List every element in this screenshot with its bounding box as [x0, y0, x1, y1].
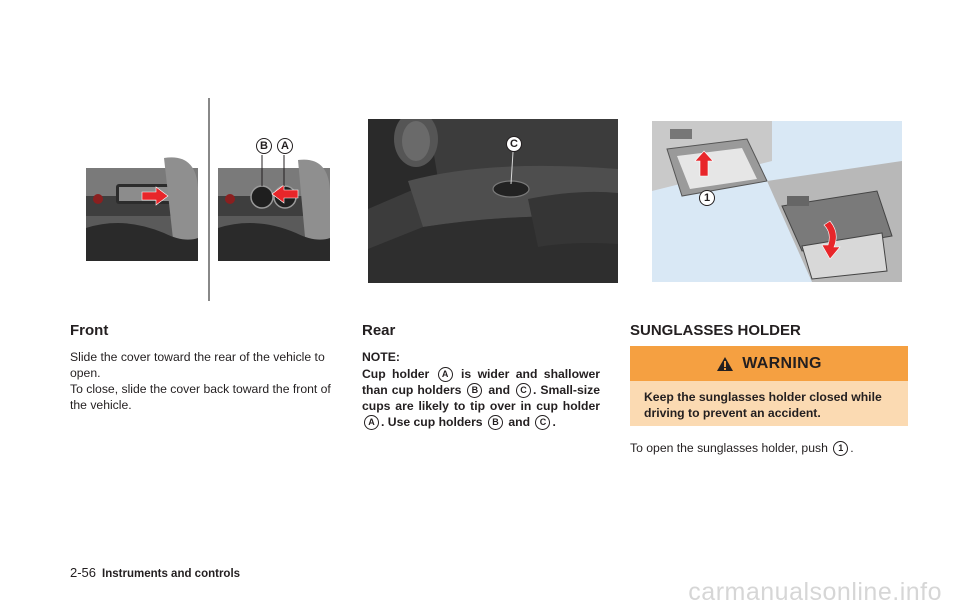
- open-end: .: [850, 441, 854, 455]
- callout-a-icon: A: [364, 415, 379, 430]
- callout-1-label: 1: [699, 190, 715, 206]
- sunglasses-holder-figure: [652, 121, 902, 282]
- callout-1-icon: 1: [833, 441, 848, 456]
- callout-b-icon: B: [488, 415, 503, 430]
- page-number: 2-56: [70, 565, 97, 580]
- warning-text: Keep the sunglasses holder closed while driving to prevent an accident.: [644, 390, 882, 420]
- watermark: carmanualsonline.info: [688, 578, 942, 606]
- note-text-3: and: [488, 383, 511, 397]
- callout-a-label: A: [277, 138, 293, 154]
- callout-b-label: B: [256, 138, 272, 154]
- note-text-4: . Small-size cups are likely to tip over in cup holder: [362, 383, 600, 413]
- note-text-6: and: [508, 415, 531, 429]
- callout-c-icon: C: [535, 415, 550, 430]
- open-text: To open the sunglasses holder, push: [630, 441, 828, 455]
- rear-cup-holder-figure: [368, 119, 618, 283]
- page-footer: [70, 565, 240, 580]
- front-cup-holder-figure: [84, 98, 334, 303]
- sunglasses-open-instruction: [630, 440, 910, 456]
- section-name: Instruments and controls: [102, 568, 241, 580]
- rear-heading: Rear: [362, 322, 396, 339]
- callout-c-label: C: [506, 136, 522, 152]
- warning-header: [630, 346, 908, 381]
- sunglasses-heading: SUNGLASSES HOLDER: [630, 322, 801, 339]
- warning-box: [630, 346, 908, 426]
- warning-title: WARNING: [742, 354, 822, 372]
- rear-note-label: NOTE:: [362, 350, 400, 364]
- note-text-1: Cup holder: [362, 367, 430, 381]
- front-panel-closed: [86, 157, 198, 261]
- callout-b-icon: B: [467, 383, 482, 398]
- callout-c-icon: C: [516, 383, 531, 398]
- warning-triangle-icon: [716, 356, 734, 372]
- rear-note-text: [362, 366, 600, 430]
- front-heading: Front: [70, 322, 109, 339]
- front-panel-open: [218, 155, 330, 261]
- callout-a-icon: A: [438, 367, 453, 382]
- front-paragraph-1: Slide the cover toward the rear of the vehicle to open.: [70, 350, 325, 380]
- note-text-7: .: [552, 415, 556, 429]
- note-text-2: is wider and shallower than cup holders: [362, 367, 601, 397]
- note-text-5: . Use cup holders: [381, 415, 483, 429]
- front-paragraph-2: To close, slide the cover back toward the front of the vehicle.: [70, 382, 331, 412]
